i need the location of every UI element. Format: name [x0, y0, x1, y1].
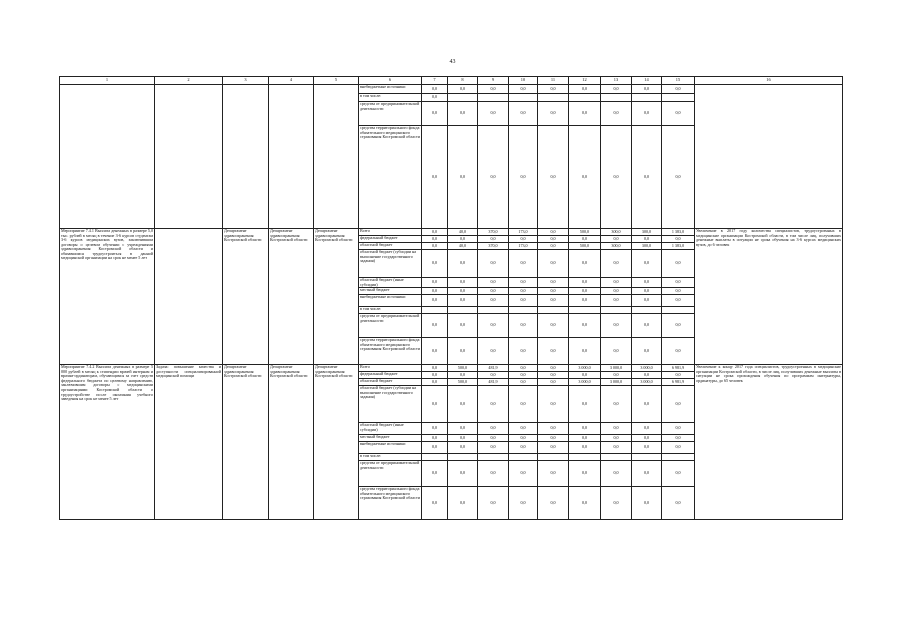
value-cell: 0,0 — [569, 487, 601, 520]
measure-row — [60, 229, 843, 236]
source-label: средства от предпринимательской деятельности — [359, 461, 422, 487]
value-cell: 0,0 — [538, 442, 569, 454]
column-number-4: 4 — [269, 77, 314, 85]
continuation-empty-cell — [60, 85, 155, 229]
source-label: средства территориального фонда обязательного медицинского страхования Костромской области — [359, 126, 422, 229]
value-cell: 0,0 — [509, 365, 538, 372]
value-cell: 0,0 — [632, 442, 662, 454]
column-number-1: 1 — [60, 77, 155, 85]
value-cell: 3 000,0 — [601, 365, 632, 372]
value-cell: 0,0 — [448, 236, 478, 243]
value-cell: 0,0 — [569, 435, 601, 442]
source-label: областной бюджет (субсидии на выполнение государственного задания) — [359, 250, 422, 278]
source-label: внебюджетные источники — [359, 85, 422, 94]
value-cell: 0,0 — [632, 372, 662, 379]
column-number-8: 8 — [448, 77, 478, 85]
value-cell — [569, 94, 601, 102]
value-cell: 0,0 — [569, 126, 601, 229]
value-cell: 0,0 — [448, 435, 478, 442]
value-cell: 0,0 — [538, 314, 569, 338]
value-cell: 0,0 — [478, 372, 509, 379]
source-label: областной бюджет — [359, 243, 422, 250]
value-cell: 0,0 — [601, 314, 632, 338]
value-cell — [632, 454, 662, 461]
value-cell: 0,0 — [478, 386, 509, 423]
source-label: средства территориального фонда обязательного медицинского страхования Костромской области — [359, 487, 422, 520]
value-cell: 0,0 — [509, 102, 538, 126]
value-cell: 0,0 — [422, 442, 448, 454]
value-cell: 500,0 — [569, 229, 601, 236]
value-cell: 0,0 — [478, 126, 509, 229]
value-cell: 0,0 — [422, 365, 448, 372]
value-cell — [448, 454, 478, 461]
value-cell: 0,0 — [569, 250, 601, 278]
value-cell: 173,0 — [509, 229, 538, 236]
value-cell: 0,0 — [509, 288, 538, 295]
source-label: в том числе: — [359, 454, 422, 461]
source-label: областной бюджет (иные субсидии) — [359, 278, 422, 288]
value-cell: 0,0 — [569, 423, 601, 435]
source-label: областной бюджет (субсидии на выполнение государственного задания) — [359, 386, 422, 423]
value-cell: 0,0 — [632, 278, 662, 288]
value-cell: 0,0 — [478, 236, 509, 243]
value-cell: 0,0 — [478, 435, 509, 442]
value-cell: 0,0 — [422, 236, 448, 243]
value-cell: 0,0 — [448, 372, 478, 379]
value-cell: 0,0 — [448, 250, 478, 278]
value-cell: 0,0 — [422, 94, 448, 102]
value-cell: 0,0 — [662, 442, 695, 454]
value-cell: 0,0 — [509, 295, 538, 307]
value-cell: 0,0 — [569, 442, 601, 454]
column-number-row — [60, 77, 843, 85]
source-label: местный бюджет — [359, 288, 422, 295]
value-cell: 0,0 — [422, 250, 448, 278]
value-cell: 0,0 — [422, 102, 448, 126]
column-number-14: 14 — [632, 77, 662, 85]
value-cell: 0,0 — [448, 386, 478, 423]
value-cell: 3 000,0 — [632, 379, 662, 386]
value-cell: 0,0 — [601, 487, 632, 520]
value-cell: 0,0 — [662, 338, 695, 365]
value-cell: 0,0 — [601, 126, 632, 229]
value-cell: 0,0 — [569, 314, 601, 338]
value-cell: 0,0 — [632, 435, 662, 442]
value-cell — [662, 454, 695, 461]
value-cell — [601, 94, 632, 102]
value-cell: 0,0 — [422, 435, 448, 442]
value-cell — [478, 307, 509, 314]
source-label: местный бюджет — [359, 435, 422, 442]
value-cell: 0,0 — [448, 487, 478, 520]
value-cell: 300,0 — [601, 243, 632, 250]
value-cell: 500,0 — [448, 365, 478, 372]
value-cell: 0,0 — [632, 461, 662, 487]
value-cell — [509, 94, 538, 102]
source-label: областной бюджет — [359, 379, 422, 386]
measure-executor: Департамент здравоохранения Костромской области — [223, 365, 269, 520]
measure-customer: Департамент здравоохранения Костромской области — [314, 365, 359, 520]
measure-title: Мероприятие 7.4.2 Выплата денежных в размере 5 000 рублей в месяц к стипендии врачей интернам и врачам-ординаторам, обучающимся за счет средств федерального бюджета по целевому направлению, заключившим договоры с медицинскими организациями Костромской области о трудоустройстве после окончания учебного заведения на срок не менее 5 лет — [60, 365, 155, 520]
value-cell — [448, 307, 478, 314]
value-cell: 0,0 — [662, 423, 695, 435]
value-cell: 0,0 — [422, 243, 448, 250]
value-cell: 0,0 — [601, 442, 632, 454]
value-cell: 0,0 — [448, 423, 478, 435]
source-label: внебюджетные источники — [359, 442, 422, 454]
value-cell: 0,0 — [538, 229, 569, 236]
continuation-empty-cell — [314, 85, 359, 229]
value-cell: 370,0 — [478, 229, 509, 236]
value-cell: 500,0 — [448, 379, 478, 386]
value-cell: 300,0 — [601, 229, 632, 236]
value-cell: 0,0 — [478, 85, 509, 94]
continuation-row — [60, 85, 843, 94]
value-cell: 0,0 — [478, 288, 509, 295]
value-cell — [662, 94, 695, 102]
value-cell: 0,0 — [448, 314, 478, 338]
value-cell: 0,0 — [662, 435, 695, 442]
value-cell: 3 000,0 — [601, 379, 632, 386]
value-cell: 0,0 — [662, 126, 695, 229]
value-cell — [478, 454, 509, 461]
value-cell: 0,0 — [632, 386, 662, 423]
continuation-result-cell — [695, 85, 843, 229]
value-cell: 0,0 — [632, 102, 662, 126]
value-cell: 0,0 — [569, 295, 601, 307]
value-cell — [538, 94, 569, 102]
column-number-13: 13 — [601, 77, 632, 85]
value-cell — [569, 454, 601, 461]
value-cell: 3 000,0 — [569, 379, 601, 386]
value-cell: 0,0 — [538, 288, 569, 295]
value-cell: 0,0 — [538, 126, 569, 229]
measure-task: Задача: повышение качества и доступности специализированной медицинской помощи — [155, 365, 223, 520]
value-cell: 6 981,9 — [662, 379, 695, 386]
value-cell: 0,0 — [538, 295, 569, 307]
value-cell: 0,0 — [509, 435, 538, 442]
value-cell: 0,0 — [569, 102, 601, 126]
value-cell: 0,0 — [509, 236, 538, 243]
value-cell — [538, 307, 569, 314]
value-cell: 0,0 — [632, 236, 662, 243]
value-cell: 0,0 — [509, 423, 538, 435]
value-cell — [601, 307, 632, 314]
value-cell: 0,0 — [662, 85, 695, 94]
value-cell: 0,0 — [601, 435, 632, 442]
value-cell: 0,0 — [422, 278, 448, 288]
column-number-3: 3 — [223, 77, 269, 85]
value-cell: 173,0 — [509, 243, 538, 250]
column-number-2: 2 — [155, 77, 223, 85]
value-cell: 0,0 — [662, 288, 695, 295]
value-cell: 3 000,0 — [569, 365, 601, 372]
value-cell: 0,0 — [509, 250, 538, 278]
measure-executor: Департамент здравоохранения Костромской области — [223, 229, 269, 365]
value-cell: 0,0 — [422, 372, 448, 379]
value-cell: 6 981,9 — [662, 365, 695, 372]
value-cell: 0,0 — [569, 338, 601, 365]
value-cell — [632, 307, 662, 314]
value-cell: 0,0 — [478, 314, 509, 338]
value-cell: 0,0 — [538, 85, 569, 94]
value-cell: 0,0 — [569, 288, 601, 295]
value-cell — [509, 307, 538, 314]
value-cell: 0,0 — [448, 288, 478, 295]
measure-coexecutor: Департамент здравоохранения Костромской области — [269, 229, 314, 365]
measure-result: Увеличение к концу 2017 года специалистов, трудоустроенных в медицинские организации Костромской области, в числе лиц, получивших денежные выплаты в ситуации не срока прохождения обучения по программам интернатуры, ординатуры, до 65 человек — [695, 365, 843, 520]
value-cell: 0,0 — [422, 229, 448, 236]
value-cell: 0,0 — [569, 85, 601, 94]
value-cell: 0,0 — [662, 295, 695, 307]
measure-customer: Департамент здравоохранения Костромской области — [314, 229, 359, 365]
source-label: средства от предпринимательской деятельности — [359, 314, 422, 338]
value-cell: 0,0 — [538, 386, 569, 423]
value-cell: 0,0 — [632, 423, 662, 435]
measure-coexecutor: Департамент здравоохранения Костромской области — [269, 365, 314, 520]
value-cell: 0,0 — [509, 461, 538, 487]
value-cell: 0,0 — [538, 435, 569, 442]
value-cell: 0,0 — [478, 442, 509, 454]
measure-result: Увеличение в 2017 году количества специалистов, трудоустроенных в медицинские организации Костромской области, в том числе лиц, получивших денежные выплаты в ситуации не срока обучения на 3-6 курсах медицинских вузов, до 6 человек — [695, 229, 843, 365]
value-cell: 0,0 — [601, 386, 632, 423]
value-cell: 0,0 — [662, 102, 695, 126]
value-cell: 0,0 — [448, 338, 478, 365]
value-cell: 0,0 — [601, 102, 632, 126]
measure-task — [155, 229, 223, 365]
value-cell: 40,0 — [448, 229, 478, 236]
value-cell: 0,0 — [478, 461, 509, 487]
value-cell: 0,0 — [538, 372, 569, 379]
value-cell — [569, 307, 601, 314]
continuation-empty-cell — [155, 85, 223, 229]
value-cell: 0,0 — [509, 442, 538, 454]
column-number-15: 15 — [662, 77, 695, 85]
value-cell: 0,0 — [509, 85, 538, 94]
value-cell: 0,0 — [538, 250, 569, 278]
value-cell: 0,0 — [538, 423, 569, 435]
value-cell: 0,0 — [422, 379, 448, 386]
value-cell: 0,0 — [478, 295, 509, 307]
column-number-7: 7 — [422, 77, 448, 85]
value-cell: 0,0 — [662, 236, 695, 243]
value-cell: 0,0 — [601, 295, 632, 307]
value-cell: 0,0 — [509, 126, 538, 229]
value-cell: 0,0 — [662, 372, 695, 379]
value-cell: 0,0 — [448, 278, 478, 288]
source-label: федеральный бюджет — [359, 236, 422, 243]
value-cell: 0,0 — [478, 250, 509, 278]
value-cell: 0,0 — [538, 487, 569, 520]
value-cell: 0,0 — [422, 487, 448, 520]
value-cell: 0,0 — [662, 487, 695, 520]
source-label: федеральный бюджет — [359, 372, 422, 379]
value-cell: 0,0 — [478, 423, 509, 435]
value-cell: 0,0 — [478, 102, 509, 126]
value-cell: 0,0 — [448, 442, 478, 454]
value-cell — [448, 94, 478, 102]
value-cell: 0,0 — [509, 487, 538, 520]
value-cell: 481,9 — [478, 365, 509, 372]
financing-table — [59, 76, 843, 520]
value-cell: 0,0 — [422, 386, 448, 423]
source-label: в том числе: — [359, 94, 422, 102]
value-cell: 0,0 — [509, 372, 538, 379]
value-cell: 40,0 — [448, 243, 478, 250]
column-number-9: 9 — [478, 77, 509, 85]
source-label: средства от предпринимательской деятельности — [359, 102, 422, 126]
value-cell: 0,0 — [538, 365, 569, 372]
continuation-empty-cell — [269, 85, 314, 229]
value-cell: 0,0 — [601, 278, 632, 288]
value-cell: 300,0 — [632, 229, 662, 236]
column-number-16: 16 — [695, 77, 843, 85]
source-label: в том числе: — [359, 307, 422, 314]
source-label: средства территориального фонда обязательного медицинского страхования Костромской области — [359, 338, 422, 365]
value-cell — [422, 454, 448, 461]
value-cell: 0,0 — [601, 250, 632, 278]
source-label: внебюджетные источники — [359, 295, 422, 307]
value-cell: 0,0 — [662, 250, 695, 278]
value-cell: 370,0 — [478, 243, 509, 250]
value-cell: 0,0 — [509, 386, 538, 423]
value-cell: 0,0 — [509, 338, 538, 365]
value-cell — [538, 454, 569, 461]
value-cell: 0,0 — [478, 487, 509, 520]
value-cell: 1 383,0 — [662, 229, 695, 236]
page-number: 43 — [449, 59, 456, 65]
value-cell — [478, 94, 509, 102]
column-number-6: 6 — [359, 77, 422, 85]
value-cell: 0,0 — [662, 278, 695, 288]
value-cell: 0,0 — [422, 85, 448, 94]
value-cell: 481,9 — [478, 379, 509, 386]
value-cell: 0,0 — [448, 126, 478, 229]
value-cell: 0,0 — [538, 338, 569, 365]
value-cell: 0,0 — [632, 288, 662, 295]
value-cell: 0,0 — [662, 461, 695, 487]
value-cell — [632, 94, 662, 102]
column-number-10: 10 — [509, 77, 538, 85]
source-label: Всего — [359, 365, 422, 372]
value-cell: 0,0 — [601, 461, 632, 487]
value-cell: 0,0 — [509, 278, 538, 288]
value-cell: 0,0 — [538, 243, 569, 250]
measure-title: Мероприятие 7.4.1 Выплата денежных в размере 5,0 тыс. рублей в месяц в течение 3-6 курсов студентам 3-6 курсов медицинских вузов, заключившим договоры о целевом обучении с учреждениями здравоохранения Костромской области и обязавшимся трудоустроиться в данной медицинской организации на срок не менее 5 лет — [60, 229, 155, 365]
value-cell: 0,0 — [601, 85, 632, 94]
value-cell: 0,0 — [422, 423, 448, 435]
value-cell: 1 383,0 — [662, 243, 695, 250]
value-cell: 0,0 — [422, 461, 448, 487]
value-cell: 0,0 — [569, 372, 601, 379]
value-cell — [662, 307, 695, 314]
measure-row — [60, 365, 843, 372]
value-cell: 0,0 — [538, 102, 569, 126]
value-cell: 0,0 — [538, 278, 569, 288]
value-cell: 0,0 — [422, 314, 448, 338]
column-number-5: 5 — [314, 77, 359, 85]
value-cell: 0,0 — [448, 102, 478, 126]
value-cell: 0,0 — [632, 314, 662, 338]
value-cell: 0,0 — [632, 295, 662, 307]
value-cell: 0,0 — [538, 236, 569, 243]
value-cell: 0,0 — [478, 278, 509, 288]
value-cell: 0,0 — [478, 338, 509, 365]
value-cell: 500,0 — [569, 243, 601, 250]
column-number-11: 11 — [538, 77, 569, 85]
value-cell: 0,0 — [538, 461, 569, 487]
value-cell: 0,0 — [509, 314, 538, 338]
value-cell: 0,0 — [662, 314, 695, 338]
value-cell: 0,0 — [662, 386, 695, 423]
value-cell: 0,0 — [632, 85, 662, 94]
value-cell: 0,0 — [601, 338, 632, 365]
column-number-12: 12 — [569, 77, 601, 85]
value-cell: 0,0 — [632, 487, 662, 520]
value-cell: 0,0 — [601, 423, 632, 435]
value-cell: 0,0 — [569, 236, 601, 243]
value-cell: 300,0 — [632, 243, 662, 250]
value-cell: 0,0 — [569, 278, 601, 288]
value-cell: 0,0 — [448, 295, 478, 307]
value-cell: 3 000,0 — [632, 365, 662, 372]
value-cell — [601, 454, 632, 461]
value-cell: 0,0 — [422, 295, 448, 307]
value-cell: 0,0 — [448, 85, 478, 94]
value-cell: 0,0 — [569, 386, 601, 423]
value-cell — [422, 307, 448, 314]
value-cell: 0,0 — [422, 338, 448, 365]
value-cell: 0,0 — [569, 461, 601, 487]
value-cell: 0,0 — [632, 338, 662, 365]
value-cell: 0,0 — [448, 461, 478, 487]
value-cell: 0,0 — [601, 372, 632, 379]
value-cell: 0,0 — [601, 236, 632, 243]
value-cell: 0,0 — [538, 379, 569, 386]
source-label: областной бюджет (иные субсидии) — [359, 423, 422, 435]
value-cell: 0,0 — [601, 288, 632, 295]
value-cell: 0,0 — [632, 126, 662, 229]
value-cell: 0,0 — [632, 250, 662, 278]
value-cell — [509, 454, 538, 461]
value-cell: 0,0 — [422, 126, 448, 229]
source-label: Всего — [359, 229, 422, 236]
value-cell: 0,0 — [422, 288, 448, 295]
value-cell: 0,0 — [509, 379, 538, 386]
continuation-empty-cell — [223, 85, 269, 229]
